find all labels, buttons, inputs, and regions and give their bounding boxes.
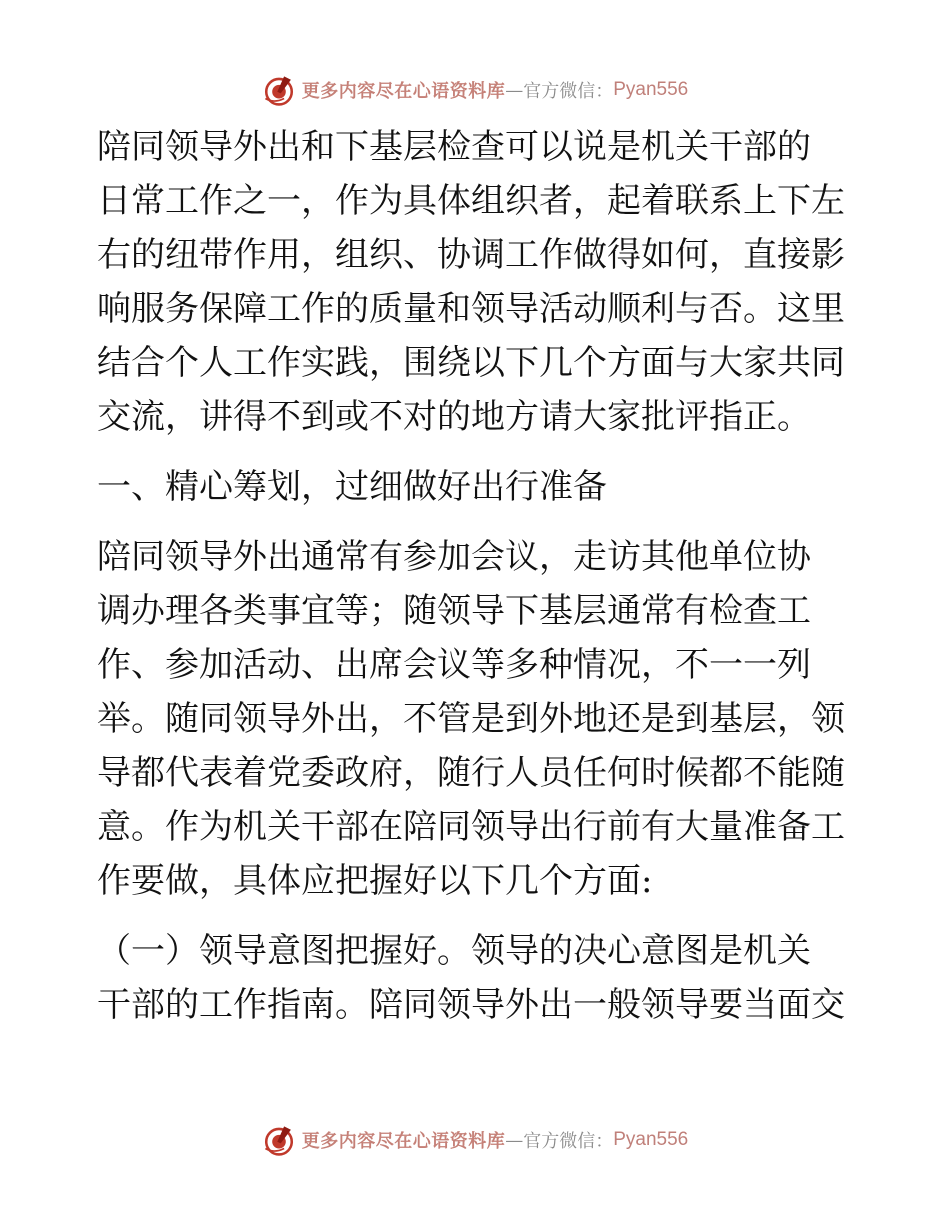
brush-logo-icon — [262, 1123, 296, 1157]
text-line: 举。随同领导外出，不管是到外地还是到基层，领 — [97, 699, 845, 739]
watermark-separator: — — [505, 1129, 524, 1151]
text-line: 陪同领导外出通常有参加会议，走访其他单位协 — [97, 537, 811, 577]
text-line: 调办理各类事宜等；随领导下基层通常有检查工 — [97, 591, 811, 631]
subsection-paragraph — [97, 924, 857, 1032]
text-line: 导都代表着党委政府，随行人员任何时候都不能随 — [97, 753, 845, 793]
watermark-separator: — — [505, 79, 524, 101]
watermark-main-text: 更多内容尽在心语资料库 — [301, 1131, 506, 1152]
text-line: 干部的工作指南。陪同领导外出一般领导要当面交 — [97, 985, 845, 1025]
text-line: （一）领导意图把握好。领导的决心意图是机关 — [97, 931, 811, 971]
text-line: 作要做，具体应把握好以下几个方面: — [97, 861, 653, 901]
text-line: 陪同领导外出和下基层检查可以说是机关干部的 — [97, 127, 811, 167]
brush-logo-icon — [262, 73, 296, 107]
text-line: 日常工作之一，作为具体组织者，起着联系上下左 — [97, 181, 845, 221]
text-line: 作、参加活动、出席会议等多种情况，不一一列 — [97, 645, 811, 685]
watermark-wechat-id: Pyan556 — [613, 79, 689, 100]
watermark-official-label: 官方微信： — [523, 1131, 614, 1152]
document-body — [97, 120, 857, 1032]
section-paragraph — [97, 530, 857, 908]
text-line: 响服务保障工作的质量和领导活动顺利与否。这里 — [97, 289, 845, 329]
header-watermark — [0, 70, 950, 110]
text-line: 右的纽带作用，组织、协调工作做得如何，直接影 — [97, 235, 845, 275]
footer-watermark — [0, 1120, 950, 1160]
heading-line: 一、精心筹划，过细做好出行准备 — [97, 467, 607, 507]
section-heading — [97, 460, 857, 514]
text-line: 交流，讲得不到或不对的地方请大家批评指正。 — [97, 397, 811, 437]
text-line: 意。作为机关干部在陪同领导出行前有大量准备工 — [97, 807, 845, 847]
watermark-wechat-id: Pyan556 — [613, 1129, 689, 1150]
intro-paragraph — [97, 120, 857, 444]
watermark-official-label: 官方微信： — [523, 81, 614, 102]
watermark-main-text: 更多内容尽在心语资料库 — [301, 81, 506, 102]
text-line: 结合个人工作实践，围绕以下几个方面与大家共同 — [97, 343, 845, 383]
